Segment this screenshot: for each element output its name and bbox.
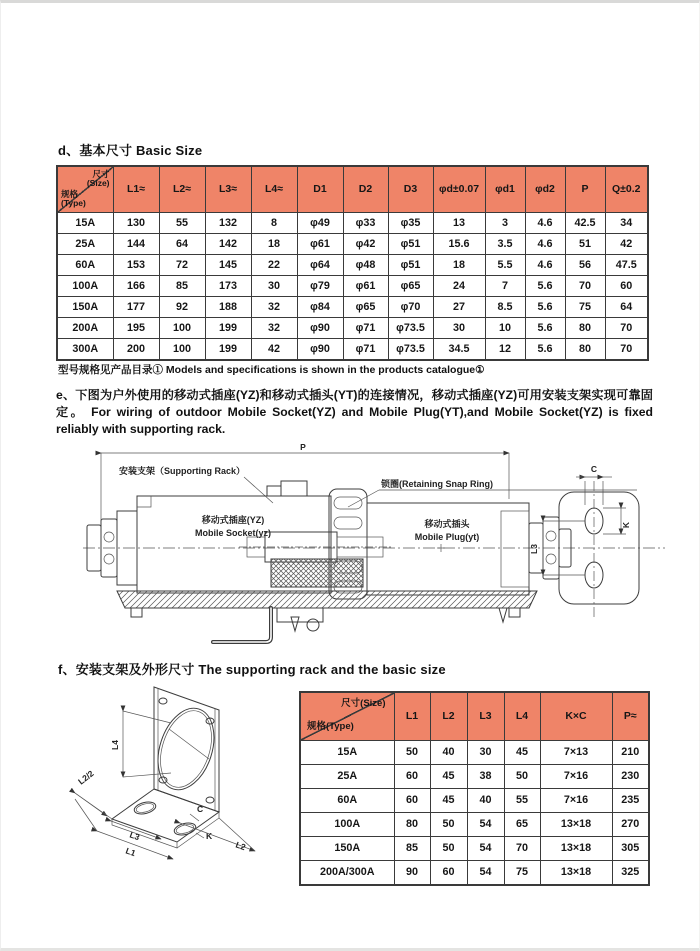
snap-ring-label: 锁圈(Retaining Snap Ring) bbox=[381, 479, 493, 489]
value-cell: φ65 bbox=[388, 275, 433, 296]
value-cell: 80 bbox=[394, 812, 430, 836]
section-f-heading: f、安装支架及外形尺寸 The supporting rack and the basic size bbox=[58, 662, 446, 677]
column-header: L3≈ bbox=[205, 166, 251, 212]
value-cell: 230 bbox=[612, 764, 649, 788]
value-cell: 4.6 bbox=[525, 254, 565, 275]
table-row bbox=[300, 740, 649, 764]
value-cell: φ90 bbox=[297, 338, 343, 360]
value-cell: 65 bbox=[504, 812, 540, 836]
value-cell: 34 bbox=[605, 212, 648, 233]
plug-label-cn: 移动式插头 bbox=[424, 519, 470, 529]
value-cell: 80 bbox=[565, 338, 605, 360]
basic-size-header-row bbox=[57, 166, 648, 212]
value-cell: 188 bbox=[205, 296, 251, 317]
table-row bbox=[300, 788, 649, 812]
value-cell: 54 bbox=[467, 860, 504, 885]
end-view bbox=[529, 464, 639, 617]
l2-dimension-label: L2 bbox=[234, 839, 248, 853]
value-cell: 3.5 bbox=[485, 233, 525, 254]
value-cell: 15.6 bbox=[433, 233, 485, 254]
supporting-rack-label: 安装支架（Supporting Rack） bbox=[119, 466, 246, 476]
value-cell: 47.5 bbox=[605, 254, 648, 275]
assembly-drawing bbox=[81, 441, 671, 657]
value-cell: φ84 bbox=[297, 296, 343, 317]
table-row bbox=[300, 836, 649, 860]
value-cell: 54 bbox=[467, 836, 504, 860]
value-cell: 60 bbox=[394, 788, 430, 812]
value-cell: 50 bbox=[430, 836, 467, 860]
value-cell: 144 bbox=[113, 233, 159, 254]
type-cell: 150A bbox=[300, 836, 394, 860]
type-cell: 60A bbox=[300, 788, 394, 812]
type-cell: 15A bbox=[300, 740, 394, 764]
table-row bbox=[57, 254, 648, 275]
value-cell: 5.5 bbox=[485, 254, 525, 275]
value-cell: φ61 bbox=[297, 233, 343, 254]
value-cell: 45 bbox=[430, 764, 467, 788]
bracket-base-plate bbox=[112, 789, 219, 848]
value-cell: 8.5 bbox=[485, 296, 525, 317]
table-row bbox=[57, 212, 648, 233]
value-cell: 13 bbox=[433, 212, 485, 233]
value-cell: 24 bbox=[433, 275, 485, 296]
value-cell: 3 bbox=[485, 212, 525, 233]
type-cell: 100A bbox=[57, 275, 113, 296]
value-cell: 70 bbox=[605, 338, 648, 360]
coupler-crosshatch bbox=[271, 559, 363, 587]
value-cell: φ48 bbox=[343, 254, 388, 275]
c-dimension-label: C bbox=[590, 464, 598, 474]
value-cell: 22 bbox=[251, 254, 297, 275]
type-cell: 15A bbox=[57, 212, 113, 233]
column-header: D2 bbox=[343, 166, 388, 212]
l3b-dimension-label: L3 bbox=[128, 829, 142, 843]
value-cell: 64 bbox=[159, 233, 205, 254]
value-cell: 199 bbox=[205, 317, 251, 338]
column-header: L4 bbox=[504, 692, 540, 740]
table2-corner-cell bbox=[300, 692, 394, 740]
value-cell: 325 bbox=[612, 860, 649, 885]
value-cell: 38 bbox=[467, 764, 504, 788]
column-header: L1 bbox=[394, 692, 430, 740]
value-cell: 10 bbox=[485, 317, 525, 338]
value-cell: 200 bbox=[113, 338, 159, 360]
value-cell: φ42 bbox=[343, 233, 388, 254]
table-row bbox=[57, 233, 648, 254]
value-cell: 166 bbox=[113, 275, 159, 296]
column-header: P bbox=[565, 166, 605, 212]
value-cell: φ73.5 bbox=[388, 317, 433, 338]
value-cell: 142 bbox=[205, 233, 251, 254]
corner-type-label: 规格 (Type) bbox=[61, 188, 86, 209]
supporting-rack-table bbox=[299, 691, 650, 886]
value-cell: φ49 bbox=[297, 212, 343, 233]
type-cell: 200A/300A bbox=[300, 860, 394, 885]
rack-table-header-row bbox=[300, 692, 649, 740]
type-cell: 100A bbox=[300, 812, 394, 836]
value-cell: 30 bbox=[433, 317, 485, 338]
table-row bbox=[57, 275, 648, 296]
table1-corner-cell bbox=[57, 166, 113, 212]
socket-label-en: Mobile Socket(yz) bbox=[194, 528, 272, 538]
value-cell: 100 bbox=[159, 317, 205, 338]
column-header: K×C bbox=[540, 692, 612, 740]
value-cell: φ71 bbox=[343, 338, 388, 360]
value-cell: 153 bbox=[113, 254, 159, 275]
value-cell: 199 bbox=[205, 338, 251, 360]
column-header: D3 bbox=[388, 166, 433, 212]
value-cell: φ51 bbox=[388, 233, 433, 254]
l2-half-dimension-label: L2/2 bbox=[76, 768, 96, 787]
value-cell: 50 bbox=[430, 812, 467, 836]
value-cell: 18 bbox=[251, 233, 297, 254]
value-cell: 80 bbox=[565, 317, 605, 338]
section-e-text: e、下图为户外使用的移动式插座(YZ)和移动式插头(YT)的连接情况，移动式插座(YZ)可用安装支架实现可靠固定。 For wiring of outdoor Mobile Socket(YZ) and Mobile Plug(YT),and Mobile Socket(YZ) is fixed reliably with supporting rack. bbox=[56, 388, 653, 436]
value-cell: 177 bbox=[113, 296, 159, 317]
rack-base bbox=[117, 591, 537, 631]
value-cell: 45 bbox=[430, 788, 467, 812]
k2-dimension-label: K bbox=[206, 831, 213, 841]
value-cell: 13×18 bbox=[540, 836, 612, 860]
value-cell: 60 bbox=[430, 860, 467, 885]
value-cell: 40 bbox=[430, 740, 467, 764]
column-header: P≈ bbox=[612, 692, 649, 740]
value-cell: 42 bbox=[605, 233, 648, 254]
value-cell: 60 bbox=[605, 275, 648, 296]
value-cell: 85 bbox=[394, 836, 430, 860]
socket-label-cn: 移动式插座(YZ) bbox=[201, 515, 265, 525]
value-cell: 7×16 bbox=[540, 764, 612, 788]
corner-size-label: 尺寸(Size) bbox=[341, 698, 386, 709]
column-header: L2≈ bbox=[159, 166, 205, 212]
value-cell: 195 bbox=[113, 317, 159, 338]
column-header: φd±0.07 bbox=[433, 166, 485, 212]
value-cell: 70 bbox=[605, 317, 648, 338]
value-cell: 75 bbox=[565, 296, 605, 317]
plug-label-en: Mobile Plug(yt) bbox=[414, 532, 480, 542]
value-cell: 56 bbox=[565, 254, 605, 275]
type-cell: 25A bbox=[57, 233, 113, 254]
column-header: D1 bbox=[297, 166, 343, 212]
value-cell: 130 bbox=[113, 212, 159, 233]
c2-dimension-label: C bbox=[197, 804, 204, 814]
value-cell: 4.6 bbox=[525, 233, 565, 254]
column-header: φd2 bbox=[525, 166, 565, 212]
section-d-heading: d、基本尺寸 Basic Size bbox=[58, 143, 203, 158]
value-cell: 32 bbox=[251, 296, 297, 317]
value-cell: 30 bbox=[467, 740, 504, 764]
value-cell: 305 bbox=[612, 836, 649, 860]
type-cell: 200A bbox=[57, 317, 113, 338]
value-cell: φ70 bbox=[388, 296, 433, 317]
value-cell: φ90 bbox=[297, 317, 343, 338]
table-row bbox=[57, 338, 648, 360]
value-cell: 270 bbox=[612, 812, 649, 836]
value-cell: 12 bbox=[485, 338, 525, 360]
l1-dimension-label: L1 bbox=[124, 845, 138, 859]
value-cell: 5.6 bbox=[525, 296, 565, 317]
value-cell: 55 bbox=[159, 212, 205, 233]
value-cell: 5.6 bbox=[525, 317, 565, 338]
value-cell: 42 bbox=[251, 338, 297, 360]
value-cell: 145 bbox=[205, 254, 251, 275]
value-cell: 13×18 bbox=[540, 812, 612, 836]
catalogue-note: 型号规格见产品目录① Models and specifications is shown in the products catalogue① bbox=[58, 364, 485, 376]
mobile-plug-body bbox=[367, 503, 529, 595]
type-cell: 150A bbox=[57, 296, 113, 317]
value-cell: 5.6 bbox=[525, 338, 565, 360]
center-mark bbox=[437, 544, 445, 552]
value-cell: 34.5 bbox=[433, 338, 485, 360]
value-cell: 72 bbox=[159, 254, 205, 275]
value-cell: φ33 bbox=[343, 212, 388, 233]
table-row bbox=[300, 860, 649, 885]
column-header: L2 bbox=[430, 692, 467, 740]
value-cell: 13×18 bbox=[540, 860, 612, 885]
value-cell: 60 bbox=[394, 764, 430, 788]
corner-type-label: 规格(Type) bbox=[307, 721, 354, 733]
value-cell: 55 bbox=[504, 788, 540, 812]
value-cell: φ51 bbox=[388, 254, 433, 275]
value-cell: 173 bbox=[205, 275, 251, 296]
type-cell: 60A bbox=[57, 254, 113, 275]
value-cell: 92 bbox=[159, 296, 205, 317]
value-cell: 5.6 bbox=[525, 275, 565, 296]
column-header: L3 bbox=[467, 692, 504, 740]
supporting-rack-leader bbox=[244, 477, 273, 503]
value-cell: φ64 bbox=[297, 254, 343, 275]
type-cell: 300A bbox=[57, 338, 113, 360]
column-header: L4≈ bbox=[251, 166, 297, 212]
bracket-vertical-plate bbox=[148, 687, 223, 812]
l3-dimension-label: L3 bbox=[529, 544, 539, 554]
value-cell: 18 bbox=[433, 254, 485, 275]
value-cell: 7×13 bbox=[540, 740, 612, 764]
value-cell: 85 bbox=[159, 275, 205, 296]
value-cell: 4.6 bbox=[525, 212, 565, 233]
k-dimension-label: K bbox=[621, 521, 631, 529]
value-cell: 90 bbox=[394, 860, 430, 885]
corner-size-label: 尺寸 (Size) bbox=[86, 169, 110, 189]
value-cell: 50 bbox=[504, 764, 540, 788]
value-cell: φ35 bbox=[388, 212, 433, 233]
bent-rod-highlight bbox=[213, 608, 271, 642]
value-cell: 45 bbox=[504, 740, 540, 764]
value-cell: 32 bbox=[251, 317, 297, 338]
value-cell: 54 bbox=[467, 812, 504, 836]
type-cell: 25A bbox=[300, 764, 394, 788]
bent-rod bbox=[213, 608, 271, 642]
value-cell: 210 bbox=[612, 740, 649, 764]
value-cell: φ71 bbox=[343, 317, 388, 338]
value-cell: 64 bbox=[605, 296, 648, 317]
snap-ring-leader bbox=[348, 490, 379, 507]
table-row bbox=[57, 317, 648, 338]
value-cell: φ65 bbox=[343, 296, 388, 317]
value-cell: 30 bbox=[251, 275, 297, 296]
bracket-drawing bbox=[59, 681, 304, 888]
value-cell: 7×16 bbox=[540, 788, 612, 812]
value-cell: 235 bbox=[612, 788, 649, 812]
p-dimension-label: P bbox=[300, 442, 306, 452]
value-cell: φ73.5 bbox=[388, 338, 433, 360]
value-cell: φ61 bbox=[343, 275, 388, 296]
column-header: φd1 bbox=[485, 166, 525, 212]
value-cell: 7 bbox=[485, 275, 525, 296]
value-cell: 70 bbox=[565, 275, 605, 296]
value-cell: 100 bbox=[159, 338, 205, 360]
value-cell: 51 bbox=[565, 233, 605, 254]
table-row bbox=[57, 296, 648, 317]
value-cell: 70 bbox=[504, 836, 540, 860]
value-cell: 42.5 bbox=[565, 212, 605, 233]
value-cell: 40 bbox=[467, 788, 504, 812]
column-header: Q±0.2 bbox=[605, 166, 648, 212]
table-row bbox=[300, 812, 649, 836]
value-cell: 27 bbox=[433, 296, 485, 317]
column-header: L1≈ bbox=[113, 166, 159, 212]
value-cell: 50 bbox=[394, 740, 430, 764]
value-cell: 132 bbox=[205, 212, 251, 233]
value-cell: φ79 bbox=[297, 275, 343, 296]
basic-size-table bbox=[56, 165, 649, 361]
l4-dimension-label: L4 bbox=[110, 740, 120, 750]
value-cell: 75 bbox=[504, 860, 540, 885]
value-cell: 8 bbox=[251, 212, 297, 233]
table-row bbox=[300, 764, 649, 788]
